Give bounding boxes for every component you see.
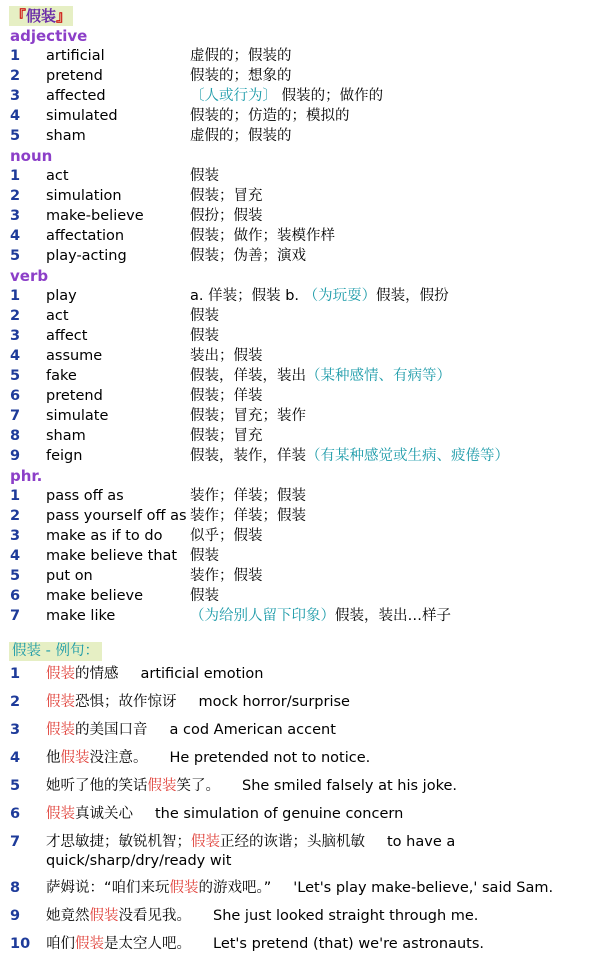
sense-number: 2 <box>10 508 21 524</box>
example-number: 2 <box>10 694 21 710</box>
sense-english: feign <box>46 448 83 464</box>
example-number: 7 <box>10 834 21 850</box>
example-chinese-post: 恐惧；故作惊讶 <box>75 694 177 710</box>
example-english: He pretended not to notice. <box>169 750 371 766</box>
example-highlight: 假装 <box>46 722 75 738</box>
sense-row <box>0 186 602 206</box>
sense-english: affected <box>46 88 106 104</box>
sense-number: 8 <box>10 428 21 444</box>
sense-english: sham <box>46 128 86 144</box>
example-chinese-post: 没看见我。 <box>118 908 191 924</box>
example-english: mock horror/surprise <box>198 694 350 710</box>
sense-chinese-text: 假装，佯装，装出 <box>190 368 306 384</box>
example-highlight: 假装 <box>46 666 75 682</box>
example-highlight: 假装 <box>75 936 104 952</box>
example-number: 9 <box>10 908 21 924</box>
sense-chinese <box>190 86 383 106</box>
sense-number: 6 <box>10 588 21 604</box>
sense-row <box>0 86 602 106</box>
sense-row <box>0 326 602 346</box>
sense-english: simulated <box>46 108 118 124</box>
sense-chinese: 虚假的；假装的 <box>190 48 292 64</box>
sense-english: simulation <box>46 188 122 204</box>
example-chinese-post: 的游戏吧。” <box>198 880 272 896</box>
example-english: She smiled falsely at his joke. <box>242 778 457 794</box>
sense-english: make believe that <box>46 548 178 564</box>
example-english: 'Let's play make-believe,' said Sam. <box>293 880 554 896</box>
usage-note: 〔人或行为〕 <box>190 88 277 104</box>
sense-number: 2 <box>10 68 21 84</box>
sense-row <box>0 206 602 226</box>
pos-label: adjective <box>10 27 88 45</box>
sense-chinese: 假装的；仿造的；模拟的 <box>190 108 350 124</box>
usage-note: （某种感情、有病等） <box>306 368 451 384</box>
sense-chinese: 假装；做作；装模作样 <box>190 228 335 244</box>
sense-chinese: 假装；伪善；演戏 <box>190 248 306 264</box>
sense-row <box>0 606 602 626</box>
sense-english: act <box>46 308 69 324</box>
example-highlight: 假装 <box>46 694 75 710</box>
headword-close-bracket: 』 <box>56 7 72 25</box>
example-chinese-pre: 她听了他的笑话 <box>46 778 148 794</box>
sense-english: put on <box>46 568 93 584</box>
sense-chinese <box>190 366 451 386</box>
sense-chinese: 装作；佯装；假装 <box>190 488 306 504</box>
example-number: 3 <box>10 722 21 738</box>
sense-row <box>0 546 602 566</box>
sense-chinese: 假装 <box>190 308 219 324</box>
example-english: Let's pretend (that) we're astronauts. <box>213 936 485 952</box>
sense-english: fake <box>46 368 77 384</box>
example-chinese-pre: 才思敏捷；敏锐机智； <box>46 834 191 850</box>
sense-chinese: 假装 <box>190 588 219 604</box>
example-english: a cod American accent <box>169 722 336 738</box>
sense-chinese: 假装的；想象的 <box>190 68 292 84</box>
sense-number: 1 <box>10 168 21 184</box>
sense-english: affect <box>46 328 88 344</box>
example-number: 10 <box>10 936 31 952</box>
sense-number: 4 <box>10 108 21 124</box>
sense-english: play-acting <box>46 248 127 264</box>
sense-chinese: 假装 <box>190 168 219 184</box>
sense-row <box>0 566 602 586</box>
sense-english: pass yourself off as <box>46 508 187 524</box>
sense-number: 1 <box>10 48 21 64</box>
sense-number: 2 <box>10 308 21 324</box>
sense-chinese: 似乎；假装 <box>190 528 263 544</box>
sense-number: 6 <box>10 388 21 404</box>
sense-number: 3 <box>10 528 21 544</box>
example-english: artificial emotion <box>140 666 264 682</box>
example-number: 6 <box>10 806 21 822</box>
sense-number: 4 <box>10 228 21 244</box>
example-number: 5 <box>10 778 21 794</box>
sense-english: make like <box>46 608 116 624</box>
example-highlight: 假装 <box>89 908 119 924</box>
sense-number: 5 <box>10 248 21 264</box>
example-highlight: 假装 <box>46 806 75 822</box>
sense-number: 7 <box>10 608 21 624</box>
sense-number: 2 <box>10 188 21 204</box>
example-chinese-post: 是太空人吧。 <box>104 936 191 952</box>
sense-chinese: 装作；佯装；假装 <box>190 508 306 524</box>
sense-number: 7 <box>10 408 21 424</box>
sense-chinese: 假装 <box>190 328 219 344</box>
sense-chinese-text: 假装，装作，佯装 <box>190 448 306 464</box>
sense-number: 5 <box>10 128 21 144</box>
example-chinese-post: 的美国口音 <box>75 722 148 738</box>
example-chinese-post: 没注意。 <box>89 750 148 766</box>
sense-english: play <box>46 288 77 304</box>
sense-english: pass off as <box>46 488 124 504</box>
sense-row <box>0 506 602 526</box>
sense-english: sham <box>46 428 86 444</box>
pos-label: verb <box>10 267 49 285</box>
sense-row <box>0 286 602 306</box>
sense-english: pretend <box>46 68 103 84</box>
sense-row <box>0 386 602 406</box>
sense-row <box>0 426 602 446</box>
example-chinese-post: 真诚关心 <box>75 806 133 822</box>
sense-chinese: 假装；冒充 <box>190 428 263 444</box>
sense-chinese: 假装；冒充 <box>190 188 263 204</box>
sense-number: 4 <box>10 348 21 364</box>
sense-row <box>0 66 602 86</box>
sense-english: assume <box>46 348 103 364</box>
sense-row <box>0 126 602 146</box>
example-number: 4 <box>10 750 21 766</box>
sense-chinese: 假装；冒充；装作 <box>190 408 306 424</box>
headword-open-bracket: 『 <box>11 7 27 25</box>
sense-row <box>0 526 602 546</box>
headword <box>9 6 73 26</box>
example-highlight: 假装 <box>60 750 90 766</box>
pos-label: phr. <box>10 467 43 485</box>
sense-chinese-text: 假装，假扮 <box>376 288 449 304</box>
sense-english: simulate <box>46 408 109 424</box>
sense-row <box>0 586 602 606</box>
sense-chinese: 装出；假装 <box>190 348 263 364</box>
sense-english: act <box>46 168 69 184</box>
examples-header: 假装 - 例句： <box>9 642 102 661</box>
sense-number: 3 <box>10 328 21 344</box>
sense-number: 5 <box>10 368 21 384</box>
example-english: the simulation of genuine concern <box>155 806 404 822</box>
sense-chinese <box>190 606 451 626</box>
example-chinese-post: 的情感 <box>75 666 119 682</box>
example-highlight: 假装 <box>147 778 177 794</box>
example-highlight: 假装 <box>169 880 199 896</box>
example-chinese-post: 正经的诙谐；头脑机敏 <box>220 834 365 850</box>
sense-row <box>0 46 602 66</box>
sense-row <box>0 366 602 386</box>
usage-note: （为玩耍） <box>303 288 377 304</box>
sense-row <box>0 246 602 266</box>
sense-row <box>0 486 602 506</box>
sense-number: 4 <box>10 548 21 564</box>
sense-number: 3 <box>10 88 21 104</box>
headword-word: 假装 <box>26 7 57 25</box>
example-chinese-pre: 咱们 <box>46 936 75 952</box>
sense-chinese <box>190 446 509 466</box>
usage-note: （有某种感觉或生病、疲倦等） <box>306 448 509 464</box>
sense-english: affectation <box>46 228 125 244</box>
sense-number: 3 <box>10 208 21 224</box>
sense-row <box>0 226 602 246</box>
example-highlight: 假装 <box>191 834 220 850</box>
pos-label: noun <box>10 147 53 165</box>
sense-row <box>0 446 602 466</box>
sense-chinese-prefix: a. 佯装；假装 b. <box>190 288 304 304</box>
sense-row <box>0 406 602 426</box>
sense-english: make as if to do <box>46 528 163 544</box>
sense-chinese: 假装；佯装 <box>190 388 263 404</box>
sense-chinese: 装作；假装 <box>190 568 263 584</box>
example-english: to have a quick/sharp/dry/ready wit <box>46 834 456 869</box>
sense-number: 5 <box>10 568 21 584</box>
sense-row <box>0 106 602 126</box>
example-chinese-post: 笑了。 <box>176 778 220 794</box>
example-english: She just looked straight through me. <box>213 908 479 924</box>
example-chinese-pre: 她竟然 <box>46 908 90 924</box>
example-chinese-pre: 萨姆说：“咱们来玩 <box>46 880 170 896</box>
sense-number: 1 <box>10 488 21 504</box>
example-number: 8 <box>10 880 21 896</box>
sense-english: make believe <box>46 588 144 604</box>
sense-chinese: 假装 <box>190 548 219 564</box>
sense-row <box>0 166 602 186</box>
sense-english: pretend <box>46 388 103 404</box>
sense-english: make-believe <box>46 208 144 224</box>
sense-english: artificial <box>46 48 105 64</box>
example-chinese-pre: 他 <box>46 750 61 766</box>
sense-chinese: 虚假的；假装的 <box>190 128 292 144</box>
usage-note: （为给别人留下印象） <box>190 608 335 624</box>
sense-row <box>0 346 602 366</box>
sense-chinese-text: 假装的；做作的 <box>281 88 384 104</box>
sense-chinese: 假扮；假装 <box>190 208 263 224</box>
sense-chinese-text: 假装，装出…样子 <box>335 608 451 624</box>
sense-number: 1 <box>10 288 21 304</box>
sense-chinese <box>190 286 449 306</box>
sense-number: 9 <box>10 448 21 464</box>
example-number: 1 <box>10 666 21 682</box>
sense-row <box>0 306 602 326</box>
